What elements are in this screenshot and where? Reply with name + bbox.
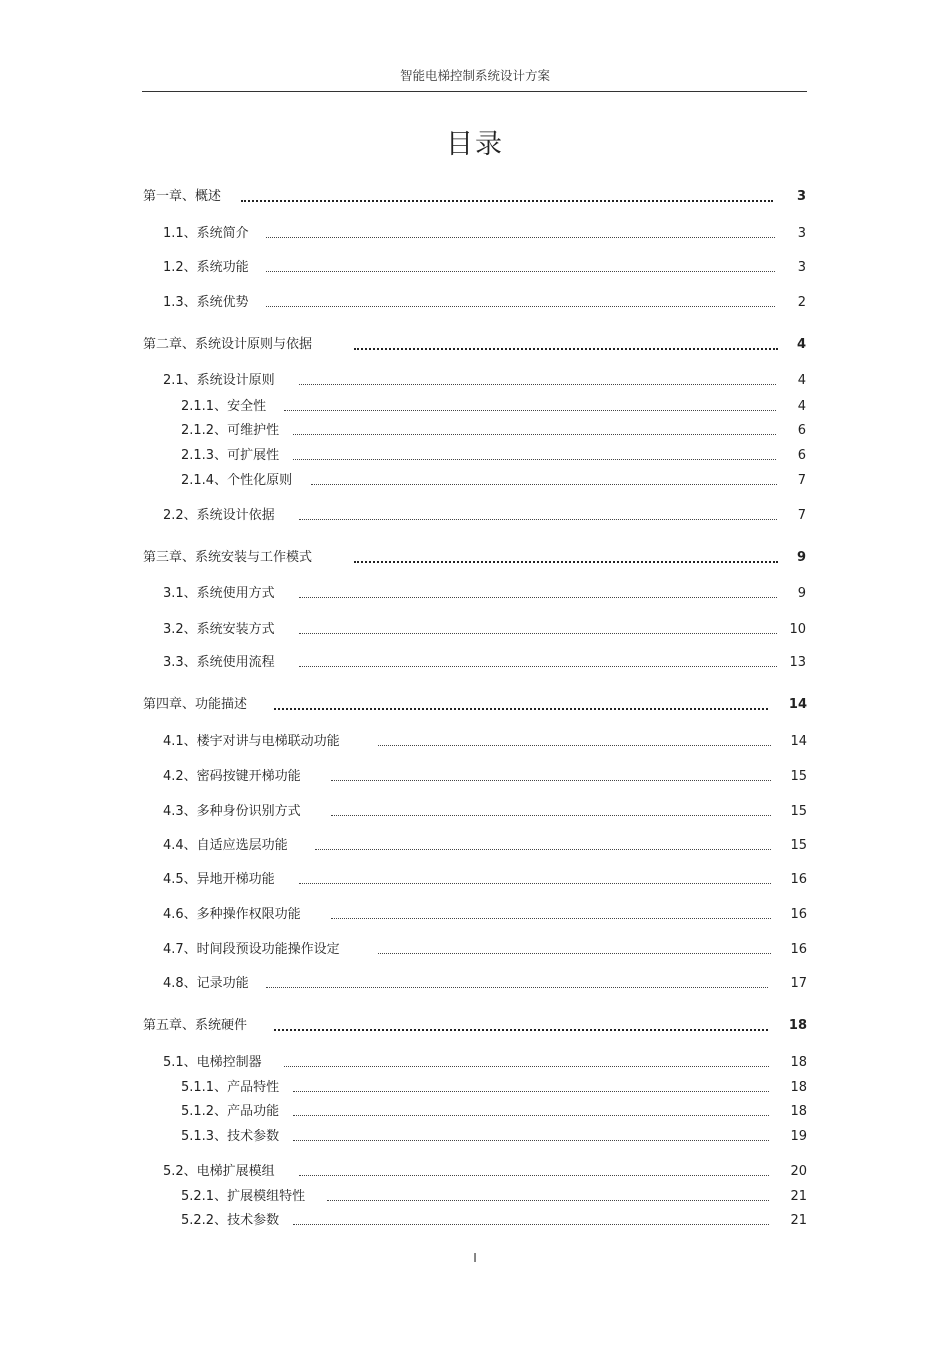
toc-entry-label: 2.1.2、可维护性 — [181, 423, 280, 438]
toc-page-number: 10 — [789, 622, 806, 637]
toc-page-number: 4 — [797, 373, 806, 388]
toc-dot-leader — [266, 237, 775, 238]
toc-page-number: 18 — [790, 1104, 807, 1119]
toc-chapter-entry[interactable] — [143, 1016, 807, 1036]
toc-page-number: 3 — [796, 189, 806, 204]
toc-section-entry[interactable] — [181, 1127, 807, 1147]
toc-chapter-entry[interactable] — [143, 187, 806, 207]
toc-dot-leader — [293, 459, 776, 460]
toc-section-entry[interactable] — [163, 293, 806, 313]
toc-dot-leader — [315, 849, 771, 850]
toc-dot-leader — [293, 1140, 769, 1141]
toc-section-entry[interactable] — [163, 1053, 807, 1073]
toc-entry-label: 5.1、电梯控制器 — [163, 1055, 262, 1070]
running-header: 智能电梯控制系统设计方案 — [399, 68, 550, 83]
toc-section-entry[interactable] — [163, 836, 807, 856]
toc-dot-leader — [299, 519, 777, 520]
toc-section-entry[interactable] — [181, 446, 806, 466]
toc-entry-label: 5.2、电梯扩展模组 — [163, 1164, 275, 1179]
toc-section-entry[interactable] — [181, 421, 806, 441]
page-title: 目录 — [446, 129, 504, 160]
toc-page-number: 13 — [789, 655, 806, 670]
toc-entry-label: 5.2.1、扩展模组特性 — [181, 1189, 306, 1204]
toc-section-entry[interactable] — [163, 506, 806, 526]
toc-page-number: 3 — [797, 260, 806, 275]
toc-entry-label: 3.2、系统安装方式 — [163, 622, 275, 637]
toc-dot-leader — [299, 633, 777, 634]
toc-entry-label: 4.8、记录功能 — [163, 976, 249, 991]
toc-page-number: 19 — [790, 1129, 807, 1144]
toc-section-entry[interactable] — [163, 905, 807, 925]
toc-section-entry[interactable] — [181, 471, 806, 491]
toc-entry-label: 2.1.1、安全性 — [181, 399, 267, 414]
toc-page-number: 9 — [796, 550, 806, 565]
toc-entry-label: 2.1.3、可扩展性 — [181, 448, 280, 463]
toc-entry-label: 4.3、多种身份识别方式 — [163, 804, 301, 819]
toc-entry-label: 第四章、功能描述 — [143, 697, 248, 712]
toc-page-number: 18 — [790, 1080, 807, 1095]
toc-entry-label: 第二章、系统设计原则与依据 — [143, 337, 313, 352]
toc-section-entry[interactable] — [163, 802, 807, 822]
toc-page-number: 15 — [790, 838, 807, 853]
toc-page-number: 18 — [788, 1018, 807, 1033]
toc-entry-label: 5.1.1、产品特性 — [181, 1080, 280, 1095]
toc-entry-label: 5.1.3、技术参数 — [181, 1129, 280, 1144]
toc-dot-leader — [274, 1029, 768, 1031]
toc-section-entry[interactable] — [163, 767, 807, 787]
page-number: I — [473, 1251, 477, 1265]
toc-dot-leader — [293, 434, 776, 435]
toc-dot-leader — [293, 1115, 769, 1116]
toc-chapter-entry[interactable] — [143, 695, 807, 715]
toc-page-number: 18 — [790, 1055, 807, 1070]
toc-entry-label: 第一章、概述 — [143, 189, 222, 204]
toc-dot-leader — [378, 953, 771, 954]
toc-entry-label: 4.4、自适应选层功能 — [163, 838, 288, 853]
toc-dot-leader — [354, 348, 778, 350]
toc-page-number: 16 — [790, 907, 807, 922]
toc-page-number: 20 — [790, 1164, 807, 1179]
toc-page-number: 3 — [797, 226, 806, 241]
toc-entry-label: 2.2、系统设计依据 — [163, 508, 275, 523]
toc-page-number: 7 — [797, 473, 806, 488]
toc-entry-label: 5.1.2、产品功能 — [181, 1104, 280, 1119]
toc-chapter-entry[interactable] — [143, 335, 806, 355]
toc-dot-leader — [241, 200, 773, 202]
toc-section-entry[interactable] — [163, 371, 806, 391]
toc-dot-leader — [293, 1091, 769, 1092]
toc-section-entry[interactable] — [181, 1187, 807, 1207]
toc-dot-leader — [274, 708, 768, 710]
toc-dot-leader — [331, 815, 771, 816]
toc-entry-label: 1.3、系统优势 — [163, 295, 249, 310]
toc-entry-label: 2.1、系统设计原则 — [163, 373, 275, 388]
toc-page-number: 4 — [797, 399, 806, 414]
toc-page-number: 16 — [790, 942, 807, 957]
toc-dot-leader — [284, 1066, 769, 1067]
toc-section-entry[interactable] — [163, 940, 807, 960]
toc-dot-leader — [331, 780, 771, 781]
toc-section-entry[interactable] — [163, 1162, 807, 1182]
toc-dot-leader — [284, 410, 776, 411]
toc-page-number: 15 — [790, 769, 807, 784]
toc-entry-label: 4.6、多种操作权限功能 — [163, 907, 301, 922]
toc-page-number: 2 — [797, 295, 806, 310]
toc-dot-leader — [311, 484, 777, 485]
toc-dot-leader — [299, 666, 777, 667]
toc-chapter-entry[interactable] — [143, 548, 806, 568]
toc-entry-label: 3.3、系统使用流程 — [163, 655, 275, 670]
toc-page-number: 6 — [797, 423, 806, 438]
toc-dot-leader — [378, 745, 771, 746]
toc-section-entry[interactable] — [163, 584, 806, 604]
toc-page-number: 15 — [790, 804, 807, 819]
toc-entry-label: 3.1、系统使用方式 — [163, 586, 275, 601]
toc-entry-label: 2.1.4、个性化原则 — [181, 473, 293, 488]
toc-entry-label: 第三章、系统安装与工作模式 — [143, 550, 313, 565]
toc-dot-leader — [266, 306, 775, 307]
toc-page-number: 4 — [796, 337, 806, 352]
toc-section-entry[interactable] — [163, 732, 807, 752]
toc-dot-leader — [354, 561, 778, 563]
toc-page-number: 21 — [790, 1213, 807, 1228]
toc-page-number: 14 — [790, 734, 807, 749]
toc-section-entry[interactable] — [163, 258, 806, 278]
toc-entry-label: 4.5、异地开梯功能 — [163, 872, 275, 887]
toc-entry-label: 1.2、系统功能 — [163, 260, 249, 275]
toc-entry-label: 4.7、时间段预设功能操作设定 — [163, 942, 340, 957]
toc-section-entry[interactable] — [163, 620, 806, 640]
toc-dot-leader — [299, 883, 771, 884]
toc-page-number: 6 — [797, 448, 806, 463]
toc-dot-leader — [299, 384, 776, 385]
toc-page-number: 17 — [790, 976, 807, 991]
toc-section-entry[interactable] — [163, 870, 807, 890]
toc-page-number: 21 — [790, 1189, 807, 1204]
toc-dot-leader — [327, 1200, 769, 1201]
toc-dot-leader — [266, 271, 775, 272]
toc-dot-leader — [299, 597, 777, 598]
toc-page-number: 7 — [797, 508, 806, 523]
toc-section-entry[interactable] — [163, 653, 806, 673]
toc-section-entry[interactable] — [181, 1102, 807, 1122]
toc-entry-label: 4.1、楼宇对讲与电梯联动功能 — [163, 734, 340, 749]
toc-entry-label: 5.2.2、技术参数 — [181, 1213, 280, 1228]
toc-entry-label: 第五章、系统硬件 — [143, 1018, 248, 1033]
toc-page-number: 14 — [788, 697, 807, 712]
toc-dot-leader — [331, 918, 771, 919]
toc-page-number: 16 — [790, 872, 807, 887]
toc-section-entry[interactable] — [163, 224, 806, 244]
toc-section-entry[interactable] — [163, 974, 807, 994]
toc-entry-label: 4.2、密码按键开梯功能 — [163, 769, 301, 784]
toc-dot-leader — [299, 1175, 769, 1176]
toc-section-entry[interactable] — [181, 397, 806, 417]
toc-section-entry[interactable] — [181, 1078, 807, 1098]
toc-section-entry[interactable] — [181, 1211, 807, 1231]
toc-page-number: 9 — [797, 586, 806, 601]
toc-dot-leader — [293, 1224, 769, 1225]
toc-entry-label: 1.1、系统简介 — [163, 226, 249, 241]
toc-dot-leader — [266, 987, 768, 988]
